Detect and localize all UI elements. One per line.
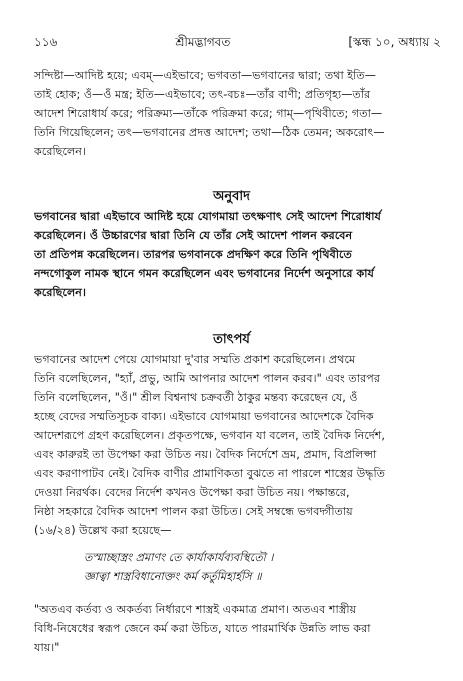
book-title: শ্রীমদ্ভাগবত	[175, 35, 231, 49]
purport-line: দেওয়া নিরর্থক। বেদের নির্দেশ কখনও উপেক্ষা করা উচিত নয়। পক্ষান্তরে,	[34, 486, 350, 499]
translation-line: নন্দগোকুল নামক স্থানে গমন করেছিলেন এবং ভগবানের নির্দেশ অনুসারে কার্য	[34, 267, 374, 280]
quote-line: বিধি-নিষেধের স্বরূপ জেনে কর্ম করা উচিত, যাতে পারমার্থিক উন্নতি লাভ করা	[34, 622, 371, 635]
purport-line: আদেশরূপে গ্রহণ করেছিলেন। প্রকৃতপক্ষে, ভগবান যা বলেন, তাই বৈদিক নির্দেশ,	[34, 429, 385, 442]
translation-line: করেছিলেন। ওঁ উচ্চারণের দ্বারা তিনি যে তাঁর সেই আদেশ পালন করবেন	[34, 229, 353, 242]
purport-line: তিনি বলেছিলেন, "হ্যাঁ, প্রভু, আমি আপনার আদেশ পালন করব।" এবং তারপর	[34, 372, 380, 385]
gita-quote	[34, 600, 443, 657]
page-header	[34, 34, 441, 54]
translation-line: তা প্রতিপন্ন করেছিলেন। তারপর ভগবানকে প্রদক্ষিণ করে তিনি পৃথিবীতে	[34, 248, 352, 261]
purport-line: (১৬/২৪) উল্লেখ করা হয়েছে—	[34, 524, 172, 537]
purport-line: হচ্ছে বেদের সম্মতিসূচক বাক্য। এইভাবে যোগমায়া ভগবানের আদেশকে বৈদিক	[34, 410, 374, 423]
quote-line: "অতএব কর্তব্য ও অকর্তব্য নির্ধারণে শাস্ত্রই একমাত্র প্রমাণ। অতএব শাস্ত্রীয়	[34, 603, 357, 616]
verse-line: তস্মাচ্ছাস্ত্রং প্রমাণং তে কার্যাকার্যব্যবস্থিতৌ ।	[84, 551, 274, 564]
synonyms-line: সন্দিষ্টা—আদিষ্ট হয়ে; এবম্—এইভাবে; ভগবতা—ভগবানের দ্বারা; তথা ইতি—	[34, 69, 376, 82]
synonyms-line: আদেশ শিরোধার্য করে; পরিক্রম্য—তাঁকে পরিক্রমা করে; গাম্—পৃথিবীতে; গতা—	[34, 107, 383, 120]
purport-line: এবং কারুরই তা উপেক্ষা করা উচিত নয়। বৈদিক নির্দেশে ভ্রম, প্রমাদ, বিপ্রলিপ্সা	[34, 448, 377, 461]
synonyms-line: তাই হোক; ওঁ—ওঁ মন্ত্র; ইতি—এইভাবে; তৎ-বচঃ—তাঁর বাণী; প্রতিগৃহ্য—তাঁর	[34, 88, 371, 101]
verse-line: জ্ঞাত্বা শাস্ত্রবিধানোক্তং কর্ম কর্তুমিহার্হসি ॥	[84, 570, 262, 583]
page-number: ১১৬	[34, 35, 58, 49]
synonyms-line: তিনি গিয়েছিলেন; তৎ—ভগবানের প্রদত্ত আদেশ; তথা—ঠিক তেমন; অকরোৎ—	[34, 126, 385, 139]
purport-heading: তাৎপর্য	[213, 332, 250, 347]
translation-line: করেছিলেন।	[34, 286, 86, 299]
purport-line: ভগবানের আদেশ পেয়ে যোগমায়া দু'বার সম্মতি প্রকাশ করেছিলেন। প্রথমে	[34, 353, 356, 366]
purport-section	[34, 350, 443, 540]
quote-line: যায়।"	[34, 641, 60, 654]
translation-heading: অনুবাদ	[213, 189, 250, 204]
purport-line: নিষ্ঠা সহকারে বৈদিক আদেশ পালন করা উচিত। সেই সম্বন্ধে ভগবদ্গীতায়	[34, 505, 353, 518]
synonyms-section	[34, 66, 443, 161]
synonyms-line: করেছিলেন।	[34, 145, 86, 158]
chapter-reference: [স্কন্ধ ১০, অধ্যায় ২	[348, 35, 441, 49]
purport-line: এবং করণাপাটব নেই। বৈদিক বাণীর প্রামাণিকতা বুঝতে না পারলে শাস্ত্রের উদ্ধৃতি	[34, 467, 386, 480]
translation-line: ভগবানের দ্বারা এইভাবে আদিষ্ট হয়ে যোগমায়া তৎক্ষণাৎ সেই আদেশ শিরোধার্য	[34, 210, 381, 223]
sanskrit-verse	[84, 548, 443, 586]
purport-line: তিনি বলেছিলেন, "ওঁ।" শ্রীল বিশ্বনাথ চক্রবর্তী ঠাকুর মন্তব্য করেছেন যে, ওঁ	[34, 391, 358, 404]
translation-section	[34, 207, 443, 302]
